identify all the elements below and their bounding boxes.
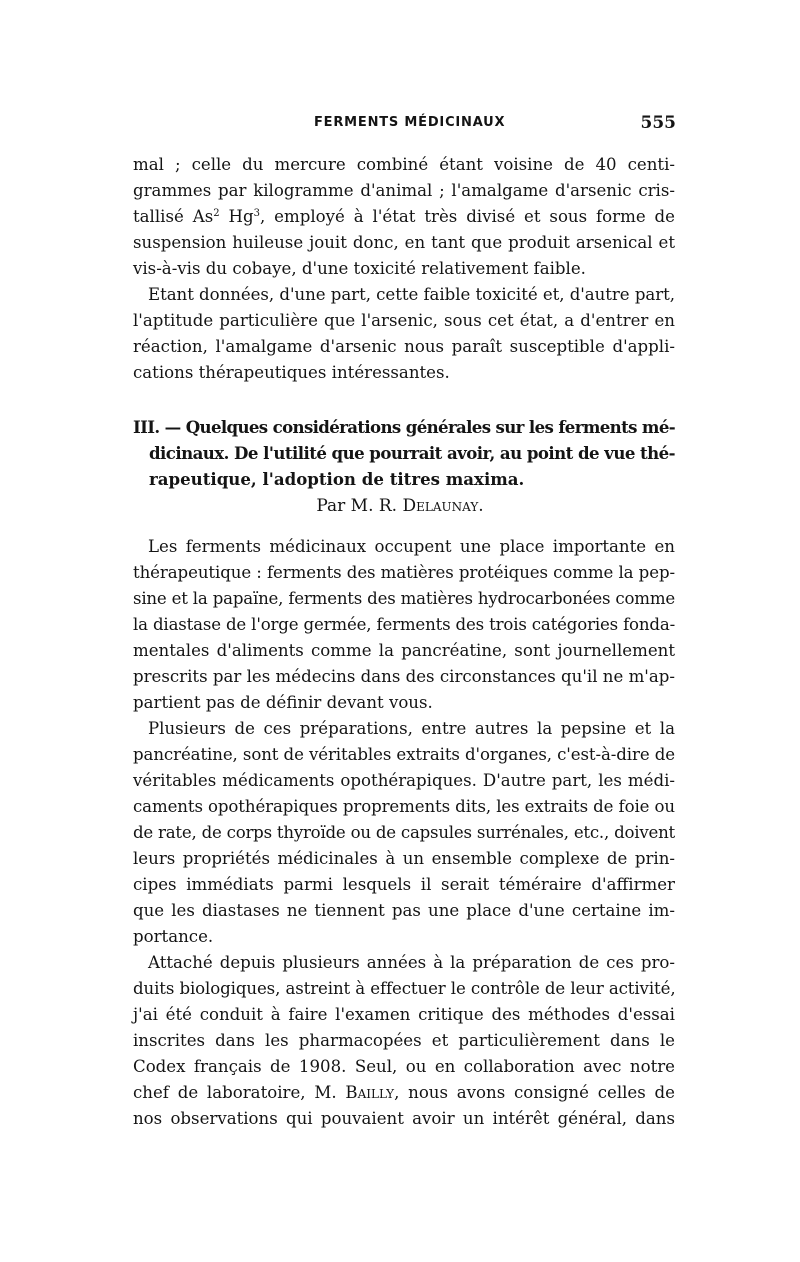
text-line: j'ai été conduit à faire l'examen critique des méthodes d'essai bbox=[133, 1005, 675, 1024]
byline-prefix: Par M. R. bbox=[316, 496, 403, 516]
paragraph-1 bbox=[133, 152, 675, 282]
text-line: réaction, l'amalgame d'arsenic nous paraît susceptible d'appli- bbox=[133, 337, 675, 356]
text-line: prescrits par les médecins dans des circonstances qu'il ne m'ap- bbox=[133, 667, 675, 686]
text-line: Codex français de 1908. Seul, ou en collaboration avec notre bbox=[133, 1057, 675, 1076]
person-name: Bailly bbox=[345, 1083, 395, 1102]
text-line: grammes par kilogramme d'animal ; l'amalgame d'arsenic cris- bbox=[133, 181, 675, 200]
text-line: Les ferments médicinaux occupent une place importante en bbox=[148, 537, 675, 556]
superscript: 3 bbox=[253, 208, 260, 219]
page-number: 555 bbox=[640, 113, 676, 133]
text-line: que les diastases ne tiennent pas une place d'une certaine im- bbox=[133, 901, 675, 920]
text-line: mal ; celle du mercure combiné étant voisine de 40 centi- bbox=[133, 155, 675, 174]
text-line: caments opothérapiques proprements dits, les extraits de foie ou bbox=[133, 797, 675, 816]
author-name: Delaunay bbox=[402, 496, 479, 516]
paragraph-5 bbox=[133, 950, 675, 1132]
paragraph-4 bbox=[133, 716, 675, 950]
text-run: , nous avons consigné celles de bbox=[394, 1083, 675, 1102]
text-line: mentales d'aliments comme la pancréatine, sont journellement bbox=[133, 641, 675, 660]
heading-line: dicinaux. De l'utilité que pourrait avoir, au point de vue thé- bbox=[149, 443, 675, 463]
text-line: Plusieurs de ces préparations, entre autres la pepsine et la bbox=[148, 719, 675, 738]
text-run: , employé à l'état très divisé et sous forme de bbox=[259, 207, 676, 226]
text-run: Hg bbox=[219, 207, 254, 226]
text-line: vis-à-vis du cobaye, d'une toxicité relativement faible. bbox=[133, 259, 586, 278]
byline-suffix: . bbox=[478, 496, 484, 516]
text-line: cipes immédiats parmi lesquels il serait téméraire d'affirmer bbox=[133, 875, 675, 894]
text-line: inscrites dans les pharmacopées et particulièrement dans le bbox=[133, 1031, 675, 1050]
text-line: sine et la papaïne, ferments des matières hydrocarbonées comme bbox=[133, 589, 675, 608]
section-heading bbox=[133, 414, 675, 492]
text-line: duits biologiques, astreint à effectuer le contrôle de leur activité, bbox=[133, 979, 676, 998]
text-line: de rate, de corps thyroïde ou de capsules surrénales, etc., doivent bbox=[133, 823, 675, 842]
text-line: l'aptitude particulière que l'arsenic, sous cet état, a d'entrer en bbox=[133, 311, 675, 330]
text-line: Attaché depuis plusieurs années à la préparation de ces pro- bbox=[148, 953, 675, 972]
superscript: 2 bbox=[213, 208, 220, 219]
text-line: véritables médicaments opothérapiques. D'autre part, les médi- bbox=[133, 771, 675, 790]
text-line: pancréatine, sont de véritables extraits d'organes, c'est-à-dire de bbox=[133, 745, 675, 764]
text-line: partient pas de définir devant vous. bbox=[133, 693, 433, 712]
text-line: suspension huileuse jouit donc, en tant que produit arsenical et bbox=[133, 233, 675, 252]
text-line: nos observations qui pouvaient avoir un intérêt général, dans bbox=[133, 1109, 675, 1128]
paragraph-3 bbox=[133, 534, 675, 716]
heading-line: III. — Quelques considérations générales sur les ferments mé- bbox=[133, 417, 675, 437]
heading-line: rapeutique, l'adoption de titres maxima. bbox=[149, 469, 525, 489]
running-head-title: FERMENTS MÉDICINAUX bbox=[314, 115, 506, 130]
text-line: thérapeutique : ferments des matières protéiques comme la pep- bbox=[133, 563, 675, 582]
author-byline bbox=[0, 496, 800, 516]
text-line: leurs propriétés médicinales à un ensemble complexe de prin- bbox=[133, 849, 675, 868]
running-head bbox=[0, 115, 800, 137]
text-line bbox=[133, 1080, 675, 1106]
text-line: cations thérapeutiques intéressantes. bbox=[133, 363, 450, 382]
text-line bbox=[133, 204, 675, 230]
text-run: chef de laboratoire, M. bbox=[133, 1083, 346, 1102]
text-line: portance. bbox=[133, 927, 214, 946]
text-run: tallisé As bbox=[133, 207, 214, 226]
text-line: la diastase de l'orge germée, ferments des trois catégories fonda- bbox=[133, 615, 676, 634]
paragraph-2 bbox=[133, 282, 675, 386]
text-line: Etant données, d'une part, cette faible toxicité et, d'autre part, bbox=[148, 285, 675, 304]
